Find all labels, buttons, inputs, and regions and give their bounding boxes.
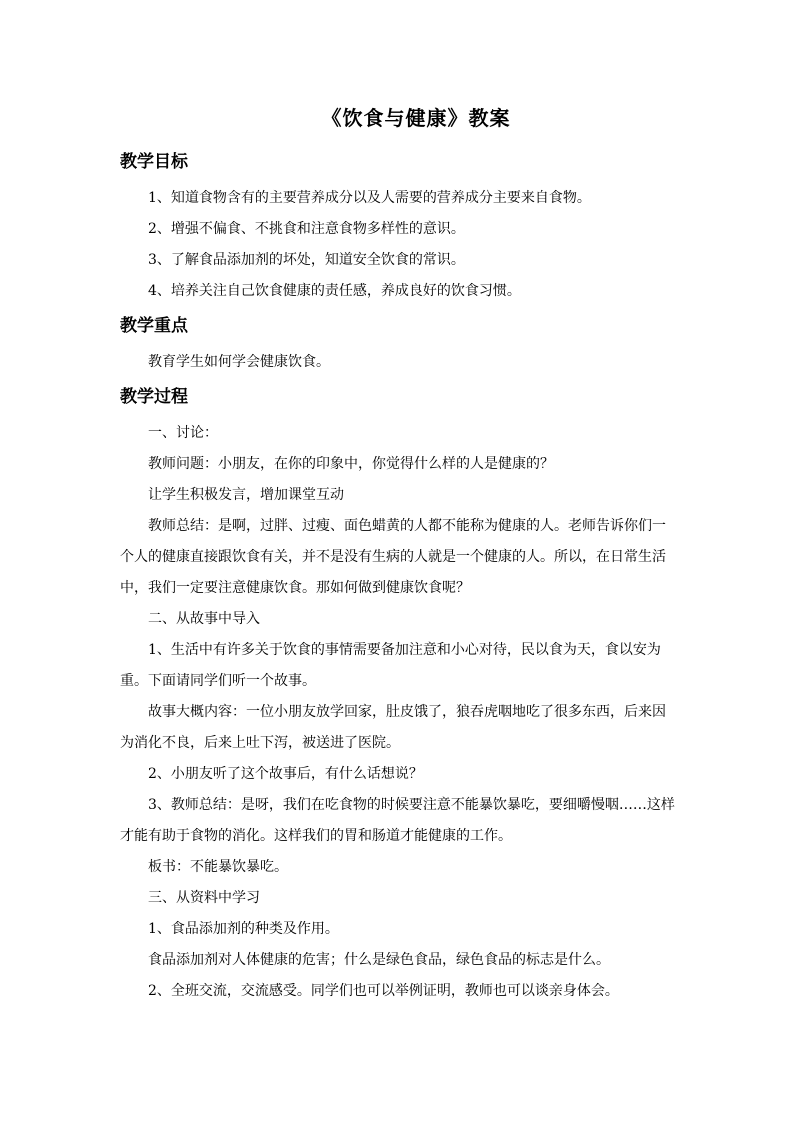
paragraph: 2、全班交流，交流感受。同学们也可以举例证明，教师也可以谈亲身体会。 [148, 983, 619, 999]
paragraph: 2、增强不偏食、不挑食和注意食物多样性的意识。 [148, 221, 465, 237]
paragraph: 教师问题：小朋友，在你的印象中，你觉得什么样的人是健康的？ [148, 456, 554, 472]
paragraph: 3、了解食品添加剂的坏处，知道安全饮食的常识。 [148, 252, 465, 268]
paragraph: 教师总结：是啊，过胖、过瘦、面色蜡黄的人都不能称为健康的人。老师告诉你们一个人的健康直接跟饮食有关，并不是没有生病的人就是一个健康的人。所以，在日常生活中，我们一定要注意健康饮食。那如何做到健康饮食呢？ [120, 518, 666, 596]
paragraph: 板书：不能暴饮暴吃。 [148, 859, 288, 875]
section-teaching-focus [120, 311, 676, 378]
section-teaching-goals [120, 147, 676, 307]
paragraph: 让学生积极发言，增加课堂互动 [148, 487, 344, 503]
paragraph: 3、教师总结：是呀，我们在吃食物的时候要注意不能暴饮暴吃，要细嚼慢咽……这样才能有助于食物的消化。这样我们的胃和肠道才能健康的工作。 [120, 797, 675, 844]
paragraph: 故事大概内容：一位小朋友放学回家，肚皮饿了，狼吞虎咽地吃了很多东西，后来因为消化不良，后来上吐下泻，被送进了医院。 [120, 704, 666, 751]
section-heading: 教学过程 [120, 387, 188, 407]
paragraph: 1、生活中有许多关于饮食的事情需要备加注意和小心对待，民以食为天，食以安为重。下面请同学们听一个故事。 [120, 642, 661, 689]
paragraph: 1、食品添加剂的种类及作用。 [148, 921, 339, 937]
section-teaching-process [120, 382, 676, 1007]
paragraph: 食品添加剂对人体健康的危害；什么是绿色食品，绿色食品的标志是什么。 [148, 952, 610, 968]
paragraph: 三、从资料中学习 [148, 890, 260, 906]
paragraph: 1、知道食物含有的主要营养成分以及人需要的营养成分主要来自食物。 [148, 190, 591, 206]
paragraph: 一、讨论： [148, 425, 218, 441]
section-heading: 教学重点 [120, 316, 188, 336]
paragraph: 4、培养关注自己饮食健康的责任感，养成良好的饮食习惯。 [148, 283, 521, 299]
document-body [120, 102, 676, 1007]
paragraph: 2、小朋友听了这个故事后，有什么话想说？ [148, 766, 423, 782]
document-title: 《饮食与健康》教案 [321, 106, 511, 130]
section-heading: 教学目标 [120, 152, 188, 172]
paragraph: 教育学生如何学会健康饮食。 [148, 354, 330, 370]
paragraph: 二、从故事中导入 [148, 611, 260, 627]
